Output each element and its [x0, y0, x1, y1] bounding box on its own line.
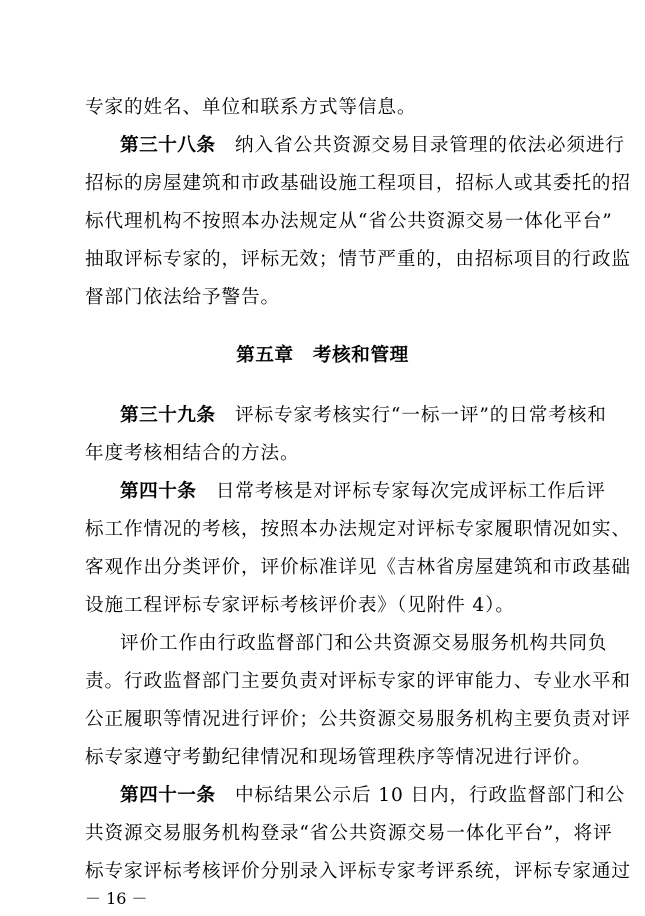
text-line: 客观作出分类评价，评价标准详见《吉林省房屋建筑和市政基础 [85, 557, 631, 578]
text-line: 抽取评标专家的，评标无效；情节严重的，由招标项目的行政监 [85, 249, 631, 270]
text-line: 标代理机构不按照本办法规定从“省公共资源交易一体化平台” [85, 211, 613, 232]
text-line: 年度考核相结合的方法。 [85, 443, 300, 464]
text-line: 评标专家考核实行“一标一评”的日常考核和 [234, 405, 607, 426]
text-line: 标工作情况的考核，按照本办法规定对评标专家履职情况如实、 [85, 519, 631, 540]
article-41-first-line [120, 786, 625, 806]
text-line: 纳入省公共资源交易目录管理的依法必须进行 [234, 135, 625, 156]
article-label: 第四十一条 [120, 785, 216, 806]
text-line: 共资源交易服务机构登录“省公共资源交易一体化平台”，将评 [85, 823, 613, 844]
text-line: 责。行政监督部门主要负责对评标专家的评审能力、专业水平和 [85, 671, 631, 692]
article-39-first-line [120, 406, 607, 426]
chapter-heading: 第五章 考核和管理 [236, 345, 409, 366]
page-number: － 16 － [85, 889, 148, 908]
text-line: 设施工程评标专家评标考核评价表》（见附件 4）。 [85, 595, 515, 616]
article-label: 第四十条 [120, 481, 197, 502]
article-38-first-line [120, 136, 625, 156]
text-line: 督部门依法给予警告。 [85, 287, 280, 308]
text-line: 评价工作由行政监督部门和公共资源交易服务机构共同负 [120, 633, 608, 654]
article-label: 第三十八条 [120, 135, 216, 156]
article-label: 第三十九条 [120, 405, 216, 426]
text-line: 公正履职等情况进行评价；公共资源交易服务机构主要负责对评 [85, 709, 631, 730]
article-40-first-line [120, 482, 606, 502]
text-line: 标专家评标考核评价分别录入评标专家考评系统，评标专家通过 [85, 861, 631, 882]
text-line: 标专家遵守考勤纪律情况和现场管理秩序等情况进行评价。 [85, 747, 592, 768]
text-line: 招标的房屋建筑和市政基础设施工程项目，招标人或其委托的招 [85, 173, 631, 194]
text-line: 专家的姓名、单位和联系方式等信息。 [85, 97, 417, 118]
text-line: 中标结果公示后 10 日内，行政监督部门和公 [234, 785, 625, 806]
text-line: 日常考核是对评标专家每次完成评标工作后评 [215, 481, 606, 502]
